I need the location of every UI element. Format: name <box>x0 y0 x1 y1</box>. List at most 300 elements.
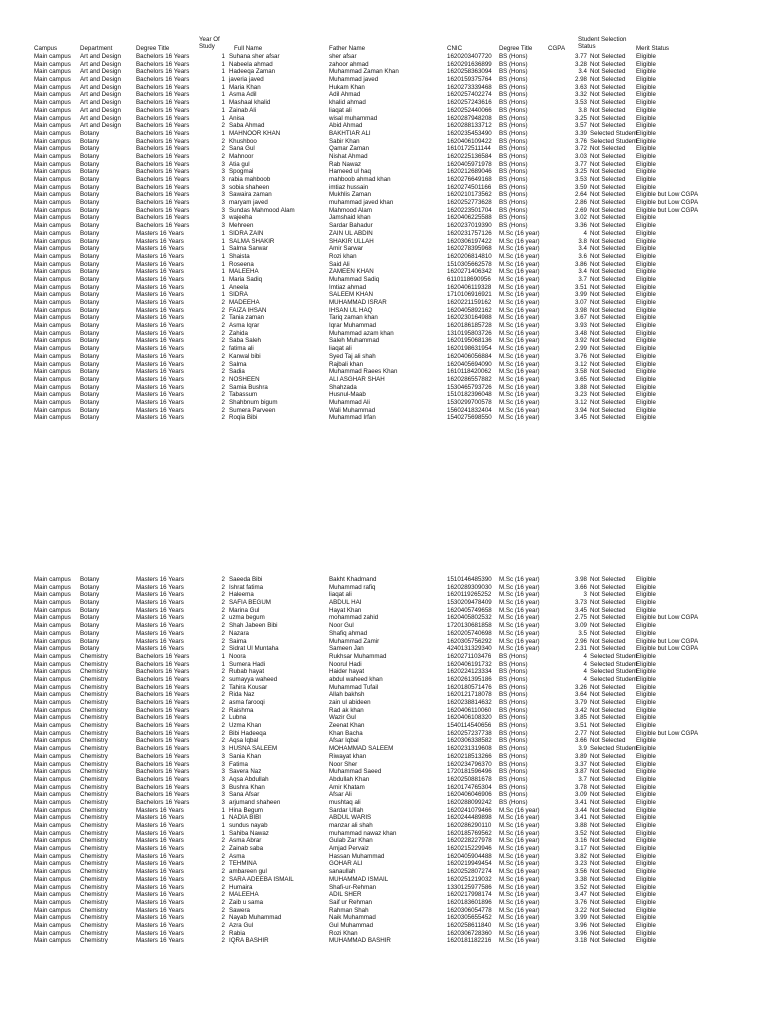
cell-father-name: Amir Khatam <box>329 783 365 791</box>
cell-degree: M.Sc (16 year) <box>499 806 540 814</box>
cell-cnic: 1620244489898 <box>447 814 492 822</box>
table-row <box>0 214 768 222</box>
cell-cgpa: 3.18 <box>574 937 587 945</box>
cell-year-of-study: 2 <box>221 137 225 145</box>
cell-department: Botany <box>80 591 100 599</box>
cell-year-of-study: 2 <box>221 406 225 414</box>
cell-selection-status: Not Selected <box>590 145 626 153</box>
cell-merit-status: Eligible <box>636 906 656 914</box>
cell-cnic: 1620271406342 <box>447 268 492 276</box>
cell-full-name: Roqia Bibi <box>229 414 258 422</box>
cell-selection-status: Not Selected <box>590 622 626 630</box>
cell-full-name: MALEEHA <box>229 268 259 276</box>
cell-department: Chemistry <box>80 837 108 845</box>
cell-cnic: 1620210173562 <box>447 191 492 199</box>
cell-cgpa: 3.82 <box>574 852 587 860</box>
cell-degree: BS (Hons) <box>499 775 528 783</box>
cell-year-of-study: 2 <box>221 729 225 737</box>
cell-degree-title: Bachelors 16 Years <box>136 206 190 214</box>
cell-degree: BS (Hons) <box>499 798 528 806</box>
cell-cnic: 1620241079466 <box>447 806 492 814</box>
cell-department: Botany <box>80 398 100 406</box>
cell-department: Botany <box>80 183 100 191</box>
cell-merit-status: Eligible <box>636 622 656 630</box>
cell-degree: BS (Hons) <box>499 129 528 137</box>
cell-father-name: Saleh Muhammad <box>329 337 380 345</box>
cell-full-name: Rabia <box>229 929 246 937</box>
cell-department: Chemistry <box>80 822 108 829</box>
cell-father-name: Shafiq ahmad <box>329 629 368 637</box>
cell-merit-status: Eligible <box>636 599 656 607</box>
cell-merit-status: Eligible <box>636 375 656 383</box>
cell-merit-status: Eligible <box>636 837 656 845</box>
cell-father-name: Shafi-ur-Rehman <box>329 883 377 891</box>
cell-merit-status: Eligible <box>636 398 656 406</box>
cell-department: Botany <box>80 229 100 237</box>
cell-merit-status: Eligible <box>636 176 656 183</box>
cell-selection-status: Selected Student <box>590 745 638 753</box>
cell-selection-status: Not Selected <box>590 837 626 845</box>
cell-full-name: SARA ADEEBA ISMAIL <box>229 875 294 883</box>
cell-full-name: Sumera Parveen <box>229 406 276 414</box>
cell-cgpa: 3.4 <box>578 245 587 253</box>
cell-cnic: 1620212689046 <box>447 168 492 176</box>
cell-department: Botany <box>80 360 100 368</box>
cell-degree-title: Bachelors 16 Years <box>136 798 190 806</box>
cell-merit-status: Eligible but Low CGPA <box>636 191 699 199</box>
cell-full-name: rabia mahboob <box>229 176 271 183</box>
cell-father-name: Muhammad Zaman Khan <box>329 68 399 76</box>
cell-year-of-study: 2 <box>221 921 225 929</box>
cell-cnic: 1620119265252 <box>447 591 492 599</box>
cell-year-of-study: 2 <box>221 414 225 422</box>
cell-degree-title: Masters 16 Years <box>136 845 184 853</box>
cell-campus: Main campus <box>34 329 71 337</box>
cell-department: Botany <box>80 252 100 260</box>
cell-full-name: Shah Jabeen Bibi <box>229 622 278 630</box>
cell-degree: BS (Hons) <box>499 714 528 722</box>
cell-degree: M.Sc (16 year) <box>499 937 540 945</box>
cell-father-name: Sardar Bahadur <box>329 222 373 230</box>
cell-selection-status: Not Selected <box>590 714 626 722</box>
cell-campus: Main campus <box>34 83 71 91</box>
table-row <box>0 307 768 315</box>
cell-cnic: 1620288133712 <box>447 122 492 130</box>
table-row <box>0 699 768 707</box>
cell-cnic: 1620273339468 <box>447 83 492 91</box>
cell-cnic: 1510182396048 <box>447 391 492 399</box>
table-row <box>0 407 768 415</box>
cell-degree-title: Masters 16 Years <box>136 852 184 860</box>
cell-year-of-study: 2 <box>221 337 225 345</box>
cell-merit-status: Eligible <box>636 714 656 722</box>
cell-campus: Main campus <box>34 375 71 383</box>
cell-father-name: Khan Bacha <box>329 729 363 737</box>
cell-cgpa: 3.4 <box>578 268 587 276</box>
cell-full-name: sobia shaheen <box>229 183 270 191</box>
cell-degree-title: Bachelors 16 Years <box>136 660 190 668</box>
header-year-of-study: Year Of Study <box>199 36 220 50</box>
cell-year-of-study: 2 <box>221 683 225 691</box>
cell-father-name: ALI ASGHAR SHAH <box>329 375 385 383</box>
cell-campus: Main campus <box>34 914 71 922</box>
cell-merit-status: Eligible but Low CGPA <box>636 614 699 622</box>
cell-father-name: MUHAMMAD ISRAR <box>329 299 387 306</box>
cell-cgpa: 3.16 <box>574 837 587 845</box>
table-row <box>0 845 768 853</box>
cell-department: Botany <box>80 214 100 222</box>
cell-selection-status: Not Selected <box>590 937 626 945</box>
cell-department: Art and Design <box>80 53 121 60</box>
cell-department: Botany <box>80 329 100 337</box>
cell-full-name: Haleema <box>229 591 254 599</box>
cell-merit-status: Eligible <box>636 760 656 768</box>
cell-merit-status: Eligible <box>636 360 656 368</box>
cell-cnic: 1720130681858 <box>447 622 492 630</box>
table-row <box>0 745 768 753</box>
cell-department: Chemistry <box>80 798 108 806</box>
cell-full-name: NOSHEEN <box>229 375 260 383</box>
cell-cgpa: 3 <box>583 591 587 599</box>
table-row <box>0 730 768 738</box>
cell-father-name: Muhammad Ali <box>329 398 370 406</box>
cell-cgpa: 3.41 <box>574 798 587 806</box>
cell-campus: Main campus <box>34 614 71 622</box>
cell-degree: BS (Hons) <box>499 783 528 791</box>
cell-selection-status: Not Selected <box>590 852 626 860</box>
cell-cgpa: 3.94 <box>574 406 587 414</box>
cell-cnic: 1620251219032 <box>447 875 492 883</box>
cell-full-name: Sania Khan <box>229 752 261 760</box>
cell-full-name: maryam javed <box>229 199 268 207</box>
cell-degree: M.Sc (16 year) <box>499 868 540 876</box>
cell-degree: BS (Hons) <box>499 176 528 183</box>
cell-year-of-study: 2 <box>221 322 225 330</box>
cell-degree: M.Sc (16 year) <box>499 345 540 353</box>
header-selection-status: Student Selection Status <box>578 36 627 50</box>
cell-department: Chemistry <box>80 714 108 722</box>
cell-degree: M.Sc (16 year) <box>499 929 540 937</box>
cell-cgpa: 3.12 <box>574 398 587 406</box>
cell-year-of-study: 1 <box>221 76 225 84</box>
cell-selection-status: Not Selected <box>590 329 626 337</box>
cell-campus: Main campus <box>34 729 71 737</box>
cell-year-of-study: 2 <box>221 691 225 699</box>
cell-cgpa: 4 <box>583 668 587 676</box>
table-row <box>0 253 768 261</box>
cell-department: Chemistry <box>80 845 108 853</box>
cell-full-name: HUSNA SALEEM <box>229 745 278 753</box>
cell-cnic: 1620230164988 <box>447 314 492 322</box>
cell-cnic: 1620405802532 <box>447 614 492 622</box>
cell-cgpa: 3.12 <box>574 360 587 368</box>
cell-full-name: fatima ali <box>229 345 254 353</box>
cell-cgpa: 3.64 <box>574 691 587 699</box>
cell-degree: M.Sc (16 year) <box>499 814 540 822</box>
cell-father-name: Rozi khan <box>329 252 357 260</box>
cell-year-of-study: 2 <box>221 668 225 676</box>
cell-degree: M.Sc (16 year) <box>499 291 540 299</box>
cell-selection-status: Not Selected <box>590 775 626 783</box>
cell-degree-title: Masters 16 Years <box>136 283 184 291</box>
cell-year-of-study: 1 <box>221 68 225 76</box>
cell-selection-status: Not Selected <box>590 275 626 283</box>
cell-father-name: Rukhsar Muhammad <box>329 652 387 660</box>
cell-year-of-study: 3 <box>221 191 225 199</box>
cell-department: Botany <box>80 291 100 299</box>
cell-full-name: Saeeda Bibi <box>229 576 263 583</box>
cell-selection-status: Not Selected <box>590 760 626 768</box>
cell-year-of-study: 2 <box>221 591 225 599</box>
cell-full-name: Rida Naz <box>229 691 255 699</box>
cell-merit-status: Eligible <box>636 329 656 337</box>
cell-department: Chemistry <box>80 722 108 730</box>
cell-cnic: 1620261395186 <box>447 675 492 683</box>
cell-year-of-study: 2 <box>221 737 225 745</box>
cell-full-name: Maria Sadiq <box>229 275 263 283</box>
cell-cgpa: 3.72 <box>574 145 587 153</box>
header-row <box>0 0 768 52</box>
cell-cnic: 1620287948208 <box>447 114 492 122</box>
cell-merit-status: Eligible <box>636 83 656 91</box>
cell-department: Chemistry <box>80 729 108 737</box>
cell-full-name: FAIZA IHSAN <box>229 306 267 314</box>
cell-degree-title: Bachelors 16 Years <box>136 191 190 199</box>
cell-merit-status: Eligible but Low CGPA <box>636 199 699 207</box>
cell-merit-status: Eligible <box>636 929 656 937</box>
cell-department: Botany <box>80 137 100 145</box>
cell-campus: Main campus <box>34 345 71 353</box>
cell-cgpa: 3.47 <box>574 891 587 899</box>
cell-campus: Main campus <box>34 91 71 99</box>
cell-degree-title: Masters 16 Years <box>136 606 184 614</box>
cell-full-name: Zainab saba <box>229 845 264 853</box>
cell-campus: Main campus <box>34 929 71 937</box>
cell-merit-status: Eligible <box>636 829 656 837</box>
cell-father-name: Muhammad Saeed <box>329 768 382 776</box>
cell-selection-status: Not Selected <box>590 337 626 345</box>
cell-cnic: 1620289309030 <box>447 583 492 591</box>
cell-merit-status: Eligible <box>636 583 656 591</box>
cell-department: Chemistry <box>80 898 108 906</box>
cell-selection-status: Not Selected <box>590 206 626 214</box>
cell-degree: BS (Hons) <box>499 791 528 799</box>
cell-year-of-study: 2 <box>221 599 225 607</box>
cell-cgpa: 3.63 <box>574 83 587 91</box>
cell-cnic: 1620278395968 <box>447 245 492 253</box>
cell-cgpa: 3.8 <box>578 106 587 114</box>
cell-selection-status: Not Selected <box>590 614 626 622</box>
cell-year-of-study: 1 <box>221 814 225 822</box>
cell-year-of-study: 1 <box>221 129 225 137</box>
cell-full-name: Asma Abrar <box>229 837 262 845</box>
cell-department: Chemistry <box>80 737 108 745</box>
cell-full-name: Khushboo <box>229 137 257 145</box>
cell-cnic: 1620405892162 <box>447 306 492 314</box>
cell-year-of-study: 2 <box>221 391 225 399</box>
cell-degree-title: Masters 16 Years <box>136 375 184 383</box>
table-row <box>0 784 768 792</box>
cell-cgpa: 3.96 <box>574 921 587 929</box>
cell-father-name: GOHAR ALI <box>329 860 363 868</box>
cell-degree-title: Bachelors 16 Years <box>136 714 190 722</box>
cell-campus: Main campus <box>34 760 71 768</box>
cell-cnic: 1530299700578 <box>447 398 492 406</box>
cell-degree: M.Sc (16 year) <box>499 398 540 406</box>
cell-full-name: Mehreen <box>229 222 254 230</box>
cell-degree-title: Bachelors 16 Years <box>136 168 190 176</box>
cell-merit-status: Eligible <box>636 245 656 253</box>
cell-full-name: Mahnoor <box>229 152 254 160</box>
cell-degree: M.Sc (16 year) <box>499 268 540 276</box>
cell-department: Botany <box>80 368 100 376</box>
cell-father-name: Afsar Ali <box>329 791 352 799</box>
cell-degree: M.Sc (16 year) <box>499 245 540 253</box>
cell-department: Botany <box>80 345 100 353</box>
cell-degree-title: Masters 16 Years <box>136 622 184 630</box>
cell-cnic: 1620271103476 <box>447 652 492 660</box>
cell-cgpa: 3.76 <box>574 352 587 360</box>
cell-year-of-study: 2 <box>221 860 225 868</box>
cell-year-of-study: 1 <box>221 229 225 237</box>
cell-cgpa: 3.53 <box>574 176 587 183</box>
cell-cgpa: 3.89 <box>574 752 587 760</box>
cell-campus: Main campus <box>34 199 71 207</box>
cell-cnic: 1620250881678 <box>447 775 492 783</box>
cell-selection-status: Not Selected <box>590 106 626 114</box>
cell-selection-status: Not Selected <box>590 375 626 383</box>
cell-campus: Main campus <box>34 675 71 683</box>
cell-degree: M.Sc (16 year) <box>499 406 540 414</box>
cell-selection-status: Not Selected <box>590 860 626 868</box>
table-row <box>0 630 768 638</box>
cell-degree: M.Sc (16 year) <box>499 375 540 383</box>
cell-degree: M.Sc (16 year) <box>499 622 540 630</box>
cell-cnic: 1310195803726 <box>447 329 492 337</box>
cell-department: Chemistry <box>80 752 108 760</box>
cell-year-of-study: 2 <box>221 122 225 130</box>
cell-cgpa: 3.25 <box>574 168 587 176</box>
cell-selection-status: Not Selected <box>590 352 626 360</box>
cell-campus: Main campus <box>34 245 71 253</box>
cell-degree: BS (Hons) <box>499 83 528 91</box>
table-row <box>0 930 768 938</box>
cell-full-name: Sadia <box>229 368 245 376</box>
cell-merit-status: Eligible <box>636 845 656 853</box>
cell-selection-status: Not Selected <box>590 829 626 837</box>
cell-selection-status: Not Selected <box>590 122 626 130</box>
cell-degree: M.Sc (16 year) <box>499 383 540 391</box>
cell-degree-title: Bachelors 16 Years <box>136 60 190 68</box>
cell-selection-status: Not Selected <box>590 806 626 814</box>
cell-degree: BS (Hons) <box>499 91 528 99</box>
table-row <box>0 591 768 599</box>
cell-father-name: Nishat Ahmad <box>329 152 368 160</box>
cell-campus: Main campus <box>34 322 71 330</box>
cell-degree: M.Sc (16 year) <box>499 368 540 376</box>
cell-father-name: Muhammad azam khan <box>329 329 394 337</box>
cell-full-name: Raishma <box>229 706 254 714</box>
table-row <box>0 576 768 584</box>
cell-degree-title: Masters 16 Years <box>136 822 184 829</box>
cell-campus: Main campus <box>34 622 71 630</box>
cell-year-of-study: 2 <box>221 637 225 645</box>
cell-degree: M.Sc (16 year) <box>499 322 540 330</box>
cell-degree-title: Masters 16 Years <box>136 921 184 929</box>
cell-campus: Main campus <box>34 652 71 660</box>
cell-department: Botany <box>80 406 100 414</box>
table-row <box>0 753 768 761</box>
cell-full-name: Marina Gul <box>229 606 260 614</box>
cell-campus: Main campus <box>34 722 71 730</box>
cell-full-name: Azra Gul <box>229 921 254 929</box>
cell-year-of-study: 1 <box>221 260 225 268</box>
cell-year-of-study: 3 <box>221 775 225 783</box>
cell-year-of-study: 2 <box>221 929 225 937</box>
cell-campus: Main campus <box>34 875 71 883</box>
cell-degree-title: Bachelors 16 Years <box>136 160 190 168</box>
cell-full-name: Aneela <box>229 283 249 291</box>
cell-cnic: 1620257237738 <box>447 729 492 737</box>
table-row <box>0 391 768 399</box>
table-row <box>0 145 768 153</box>
cell-department: Art and Design <box>80 60 121 68</box>
cell-degree: BS (Hons) <box>499 745 528 753</box>
cell-merit-status: Eligible <box>636 737 656 745</box>
cell-selection-status: Not Selected <box>590 160 626 168</box>
cell-degree: M.Sc (16 year) <box>499 914 540 922</box>
cell-degree: M.Sc (16 year) <box>499 599 540 607</box>
table-row <box>0 776 768 784</box>
cell-department: Art and Design <box>80 76 121 84</box>
cell-selection-status: Not Selected <box>590 83 626 91</box>
cell-cnic: 1620306054778 <box>447 906 492 914</box>
cell-father-name: Amir Sarwar <box>329 245 364 253</box>
header-merit-status: Merit Status <box>636 45 670 52</box>
cell-year-of-study: 2 <box>221 706 225 714</box>
cell-merit-status: Eligible <box>636 768 656 776</box>
cell-merit-status: Eligible <box>636 368 656 376</box>
cell-selection-status: Not Selected <box>590 283 626 291</box>
cell-father-name: wisal muhammad <box>329 114 378 122</box>
cell-selection-status: Not Selected <box>590 606 626 614</box>
table-row <box>0 830 768 838</box>
cell-cgpa: 3.07 <box>574 299 587 306</box>
cell-merit-status: Eligible <box>636 860 656 868</box>
cell-campus: Main campus <box>34 191 71 199</box>
table-row <box>0 268 768 276</box>
cell-full-name: Ishrat fatima <box>229 583 264 591</box>
cell-degree-title: Bachelors 16 Years <box>136 675 190 683</box>
cell-year-of-study: 1 <box>221 237 225 245</box>
cell-cgpa: 2.96 <box>574 637 587 645</box>
cell-father-name: Noor Sher <box>329 760 358 768</box>
cell-year-of-study: 1 <box>221 60 225 68</box>
cell-cnic: 1620195068136 <box>447 337 492 345</box>
cell-selection-status: Not Selected <box>590 845 626 853</box>
cell-degree: M.Sc (16 year) <box>499 306 540 314</box>
cell-department: Botany <box>80 637 100 645</box>
cell-cgpa: 3.09 <box>574 791 587 799</box>
cell-cgpa: 3.86 <box>574 260 587 268</box>
cell-merit-status: Eligible <box>636 383 656 391</box>
cell-department: Chemistry <box>80 683 108 691</box>
cell-department: Botany <box>80 375 100 383</box>
cell-father-name: Muhammad Tufail <box>329 683 379 691</box>
cell-father-name: khalid ahmad <box>329 99 366 107</box>
cell-campus: Main campus <box>34 898 71 906</box>
cell-degree-title: Bachelors 16 Years <box>136 699 190 706</box>
